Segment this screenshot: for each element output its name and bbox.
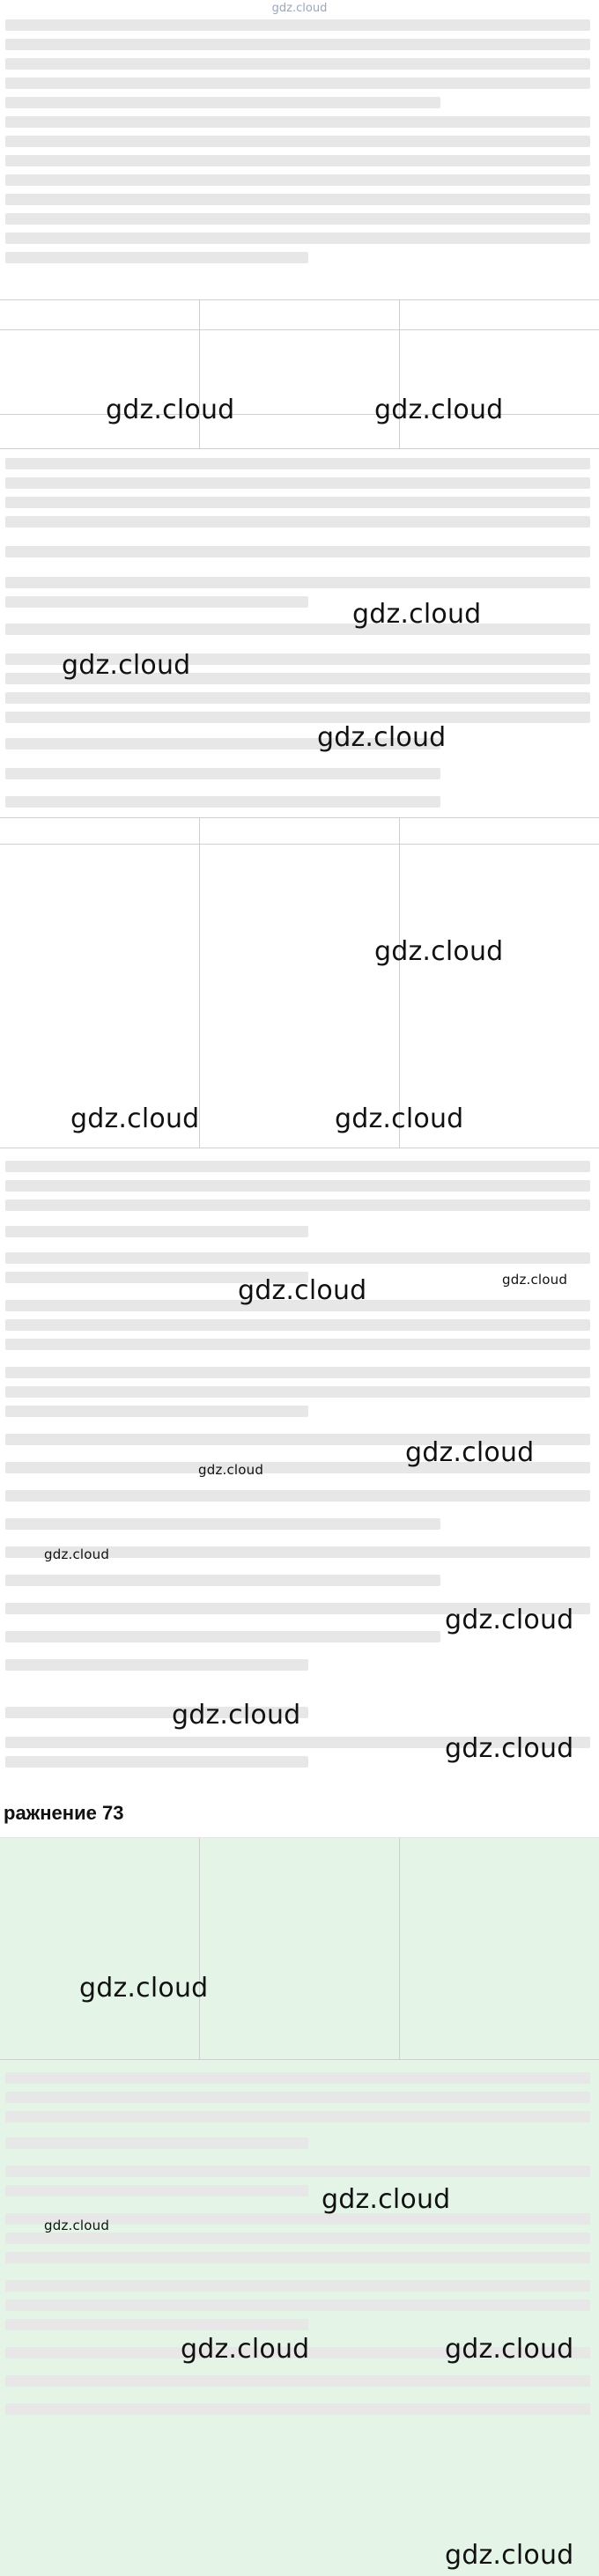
- watermark: gdz.cloud: [181, 2334, 310, 2365]
- section-header: [0, 1797, 599, 1838]
- watermark: gdz.cloud: [238, 1275, 367, 1306]
- watermark: gdz.cloud: [79, 1973, 209, 2004]
- declension-table-1: [0, 299, 599, 449]
- watermark: gdz.cloud: [322, 2184, 451, 2215]
- watermark: gdz.cloud: [445, 2540, 574, 2571]
- watermark: gdz.cloud: [374, 936, 504, 967]
- declension-table-2: [0, 817, 599, 1148]
- watermark: gdz.cloud: [335, 1103, 464, 1134]
- watermark: gdz.cloud: [502, 1272, 568, 1288]
- watermark: gdz.cloud: [405, 1437, 535, 1468]
- watermark: gdz.cloud: [445, 1605, 574, 1635]
- repeated-content-area: [0, 1838, 599, 2576]
- section-title: ражнение 73: [4, 1802, 124, 1824]
- watermark: gdz.cloud: [374, 395, 504, 425]
- watermark: gdz.cloud: [70, 1103, 200, 1134]
- watermark: gdz.cloud: [106, 395, 235, 425]
- declension-table-repeat: [0, 1838, 599, 2060]
- watermark: gdz.cloud: [317, 722, 447, 753]
- watermark: gdz.cloud: [172, 1700, 301, 1731]
- watermark: gdz.cloud: [62, 650, 191, 681]
- site-watermark-top: gdz.cloud: [271, 2, 328, 15]
- watermark: gdz.cloud: [445, 1733, 574, 1764]
- watermark: gdz.cloud: [352, 599, 482, 630]
- watermark: gdz.cloud: [198, 1462, 264, 1478]
- watermark: gdz.cloud: [44, 1546, 110, 1562]
- watermark: gdz.cloud: [44, 2218, 110, 2233]
- watermark: gdz.cloud: [445, 2334, 574, 2365]
